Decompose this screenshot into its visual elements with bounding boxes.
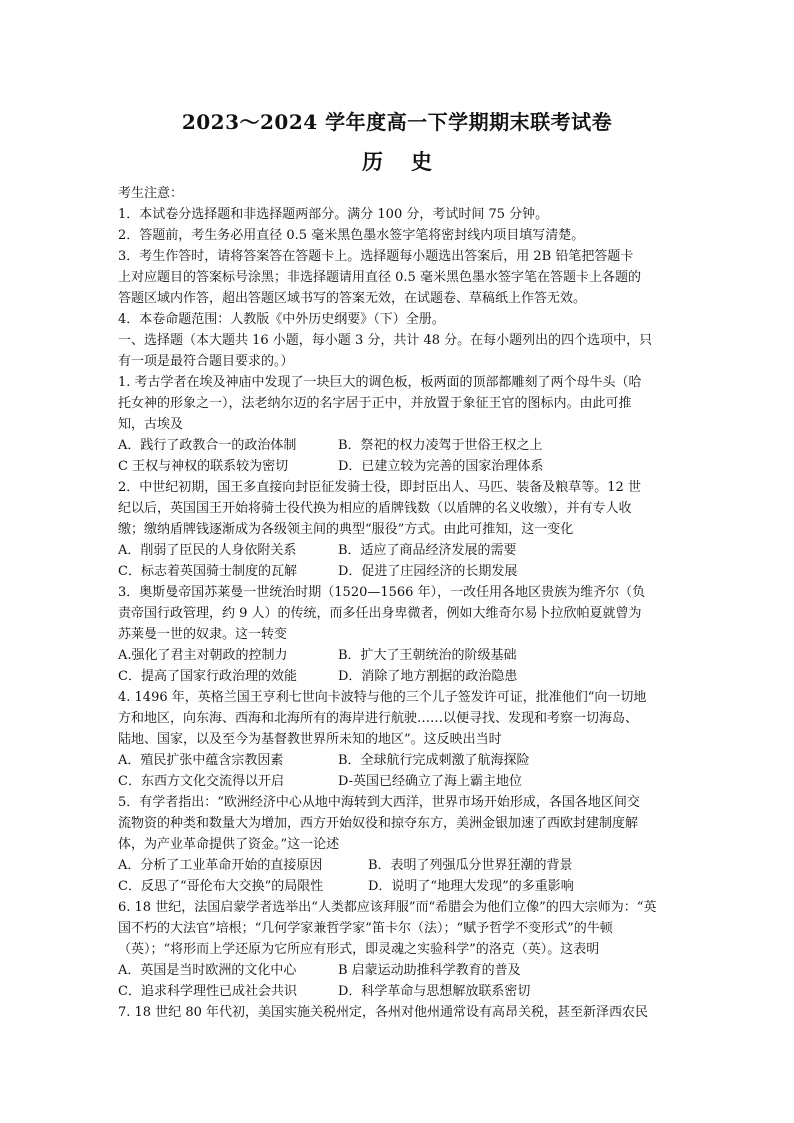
option-c: C．追求科学理性已成社会共识 bbox=[118, 984, 297, 999]
section-heading: 一、选择题（本大题共 16 小题，每小题 3 分，共计 48 分。在每小题列出的四个选项中，只 bbox=[118, 333, 653, 348]
notice-line: 4．本卷命题范围：人教版《中外历史纲要》（下）全册。 bbox=[118, 312, 445, 327]
question-5-options bbox=[118, 855, 683, 876]
question-6-stem: （英）；“将形而上学还原为它所应有形式，即灵魂之实验科学”的洛克（英）。这表明 bbox=[118, 942, 600, 957]
question-2-stem: 2．中世纪初期，国王多直接向封臣征发骑士役，即封臣出人、马匹、装备及粮草等。12 世 bbox=[118, 480, 641, 495]
option-c: C．提高了国家行政治理的效能 bbox=[118, 669, 297, 684]
section-heading: 有一项是最符合题目要求的。） bbox=[118, 354, 294, 369]
question-7-stem: 7. 18 世纪 80 年代初，美国实施关税州定，各州对他州通常设有高昂关税，甚至新泽西农民 bbox=[118, 1005, 649, 1020]
question-1-stem: 知，古埃及 bbox=[118, 417, 184, 432]
question-6-options bbox=[118, 981, 683, 1002]
question-4-options bbox=[118, 771, 683, 792]
option-a: A．分析了工业革命开始的直接原因 bbox=[118, 858, 323, 873]
option-c: C．东西方文化交流得以开启 bbox=[118, 774, 284, 789]
question-2-stem: 纪以后，英国国王开始将骑士役代换为相应的盾牌钱数（以盾牌的名义收缴），并有专人收 bbox=[118, 501, 632, 516]
question-5-options bbox=[118, 876, 683, 897]
question-4-stem: 4. 1496 年，英格兰国王亨利七世向卡波特与他的三个儿子签发许可证，批准他们“向一切地 bbox=[118, 690, 647, 705]
notice-line: 3．考生作答时，请将答案答在答题卡上。选择题每小题选出答案后，用 2B 铅笔把答题卡 bbox=[118, 249, 634, 264]
notice-line: 2．答题前，考生务必用直径 0.5 毫米黑色墨水签字笔将密封线内项目填写清楚。 bbox=[118, 228, 585, 243]
option-a: A．削弱了臣民的人身依附关系 bbox=[118, 543, 297, 558]
option-c: C．标志着英国骑士制度的瓦解 bbox=[118, 564, 297, 579]
option-a: A．英国是当时欧洲的文化中心 bbox=[118, 963, 297, 978]
option-c: C 王权与神权的联系较为密切 bbox=[118, 459, 289, 474]
question-6-stem: 国不朽的大法官”培根；“几何学家兼哲学家”笛卡尔（法）；“赋予哲学不变形式”的牛顿 bbox=[118, 921, 613, 936]
question-6-stem: 6. 18 世纪，法国启蒙学者选举出“人类都应该拜服”而“希腊会为他们立像”的四大宗师为：“英 bbox=[118, 900, 657, 915]
option-c: C．反思了“哥伦布大交换”的局限性 bbox=[118, 879, 324, 894]
question-4-stem: 方和地区，向东海、西海和北海所有的海岸进行航驶……以便寻找、发现和考察一切海岛、 bbox=[118, 711, 639, 726]
option-d: D．说明了“地理大发现”的多重影响 bbox=[368, 879, 574, 894]
question-6-options bbox=[118, 960, 683, 981]
question-3-stem: 苏莱曼一世的奴隶。这一转变 bbox=[118, 627, 288, 642]
option-d: D．消除了地方割据的政治隐患 bbox=[338, 669, 518, 684]
option-b: B．表明了列强瓜分世界狂潮的背景 bbox=[368, 858, 573, 873]
question-4-options bbox=[118, 750, 683, 771]
question-1-options bbox=[118, 435, 683, 456]
notice-heading: 考生注意： bbox=[118, 186, 184, 201]
question-2-options bbox=[118, 561, 683, 582]
question-3-options bbox=[118, 645, 683, 666]
option-d: D-英国已经确立了海上霸主地位 bbox=[338, 774, 523, 789]
option-d: D．已建立较为完善的国家治理体系 bbox=[338, 459, 544, 474]
option-b: B．全球航行完成刺激了航海探险 bbox=[338, 753, 530, 768]
question-2-stem: 缴；缴纳盾牌钱逐渐成为各级领主间的典型“服役”方式。由此可推知，这一变化 bbox=[118, 522, 574, 537]
question-3-stem: 3．奥斯曼帝国苏莱曼一世统治时期（1520—1566 年），一改任用各地区贵族为维齐尔（负 bbox=[118, 585, 646, 600]
option-a: A.强化了君主对朝政的控制力 bbox=[118, 648, 288, 663]
question-5-stem: 流物资的种类和数量大为增加，西方开始奴役和掠夺东方，美洲金银加速了西欧封建制度解 bbox=[118, 816, 639, 831]
question-1-options bbox=[118, 456, 683, 477]
option-b: B．适应了商品经济发展的需要 bbox=[338, 543, 517, 558]
notice-line: 1．本试卷分选择题和非选择题两部分。满分 100 分，考试时间 75 分钟。 bbox=[118, 207, 549, 222]
option-b: B．扩大了王朝统治的阶级基础 bbox=[338, 648, 517, 663]
option-d: D．科学革命与思想解放联系密切 bbox=[338, 984, 531, 999]
question-5-stem: 5．有学者指出：“欧洲经济中心从地中海转到大西洋，世界市场开始形成，各国各地区间交 bbox=[118, 795, 640, 810]
subject-title: 历史 bbox=[362, 149, 460, 174]
option-a: A．践行了政教合一的政治体制 bbox=[118, 438, 297, 453]
exam-title: 2023～2024 学年度高一下学期期末联考试卷 bbox=[181, 110, 613, 134]
option-d: D．促进了庄园经济的长期发展 bbox=[338, 564, 518, 579]
notice-line: 答题区域内作答，超出答题区域书写的答案无效，在试题卷、草稿纸上作答无效。 bbox=[118, 291, 587, 306]
option-a: A．殖民扩张中蕴含宗教因素 bbox=[118, 753, 284, 768]
option-b: B 启蒙运动助推科学教育的普及 bbox=[338, 963, 521, 978]
question-3-stem: 责帝国行政管理，约 9 人）的传统，而多任出身卑微者，例如大维奇尔易卜拉欣帕夏就曾为 bbox=[118, 606, 642, 621]
option-b: B．祭祀的权力凌驾于世俗王权之上 bbox=[338, 438, 543, 453]
question-4-stem: 陆地、国家，以及至今为基督教世界所未知的地区”。这反映出当时 bbox=[118, 732, 502, 747]
question-1-stem: 托女神的形象之一），法老纳尔迈的名字居于正中，并放置于象征王官的图标内。由此可推 bbox=[118, 396, 632, 411]
exam-content bbox=[118, 183, 683, 1023]
question-2-options bbox=[118, 540, 683, 561]
question-1-stem: 1. 考古学者在埃及神庙中发现了一块巨大的调色板，板两面的顶部都雕刻了两个母牛头（哈 bbox=[118, 375, 642, 390]
notice-line: 上对应题目的答案标号涂黑；非选择题请用直径 0.5 毫米黑色墨水签字笔在答题卡上各题的 bbox=[118, 270, 641, 285]
question-5-stem: 体，为产业革命提供了资金。”这一论述 bbox=[118, 837, 340, 852]
question-3-options bbox=[118, 666, 683, 687]
